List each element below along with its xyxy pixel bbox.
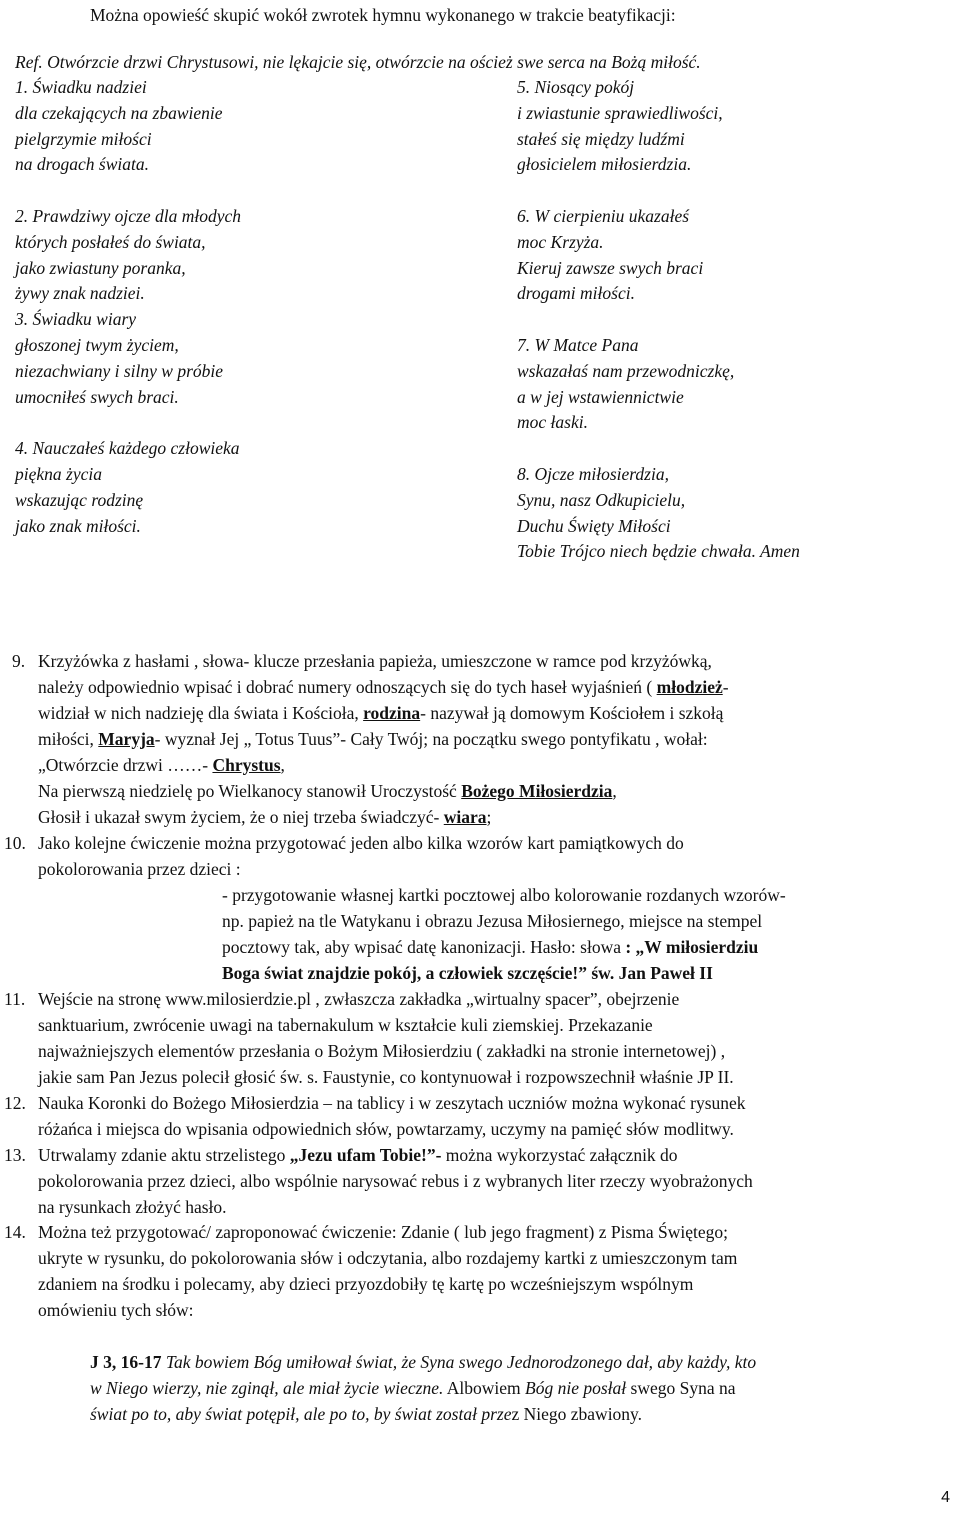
left-verse-line: żywy znak nadziei.	[15, 283, 145, 304]
quote-line1: J 3, 16-17 Tak bowiem Bóg umiłował świat, że Syna swego Jednorodzonego dał, aby każdy, kto	[90, 1352, 757, 1372]
right-column-verses	[517, 75, 800, 565]
item-number: 10.	[4, 833, 26, 853]
quote-line2: w Niego wierzy, nie zginął, ale miał życie wieczne. Albowiem Bóg nie posłał swego Syna na	[90, 1378, 736, 1398]
keyword-mlodziez: młodzież	[656, 677, 723, 697]
item10-line6: Boga świat znajdzie pokój, a człowiek szczęście!” św. Jan Paweł II	[222, 963, 713, 983]
right-verse-line: Duchu Święty Miłości	[517, 515, 671, 536]
right-verse-line: wskazałaś nam przewodniczkę,	[517, 360, 735, 381]
left-verse-line: dla czekających na zbawienie	[15, 102, 223, 123]
right-verse-line: Synu, nasz Odkupicielu,	[517, 489, 686, 510]
item-number: 9.	[12, 651, 26, 671]
left-verse-line	[15, 178, 241, 204]
left-verse-line: których posłałeś do świata,	[15, 231, 206, 252]
quote-line3: świat po to, aby świat potępił, ale po to, by świat został przez Niego zbawiony.	[90, 1404, 643, 1424]
keyword-rodzina: rodzina	[363, 703, 421, 723]
right-verse-line: 6. W cierpieniu ukazałeś	[517, 205, 690, 226]
left-verse-line: 3. Świadku wiary	[15, 309, 137, 330]
item12-line2: różańca i miejsca do wpisania odpowiednich słów, powtarzamy, uczymy na pamięć słów modlitwy.	[38, 1119, 734, 1139]
item14-line1: Można też przygotować/ zaproponować ćwiczenie: Zdanie ( lub jego fragment) z Pisma Świętego;	[38, 1222, 729, 1242]
left-verse-line: wskazując rodzinę	[15, 489, 144, 510]
right-verse-line: drogami miłości.	[517, 283, 635, 304]
left-verse-line: 2. Prawdziwy ojcze dla młodych	[15, 205, 242, 226]
item9-line4: miłości, Maryja- wyznał Jej „ Totus Tuus”- Cały Twój; na początku swego pontyfikatu , wołał:	[38, 729, 708, 749]
item10-line5: pocztowy tak, aby wpisać datę kanonizacji. Hasło: słowa : „W miłosierdziu	[222, 937, 759, 957]
right-verse-line	[517, 307, 800, 333]
right-verse-line: 8. Ojcze miłosierdzia,	[517, 463, 669, 484]
item9-line1: Krzyżówka z hasłami , słowa- klucze przesłania papieża, umieszczone w ramce pod krzyżówką,	[38, 651, 712, 671]
left-verse-line: 4. Nauczałeś każdego człowieka	[15, 438, 240, 459]
left-verse-line: pielgrzymie miłości	[15, 128, 152, 149]
item11-line1: Wejście na stronę www.milosierdzie.pl , zwłaszcza zakładka „wirtualny spacer”, obejrzenie	[38, 989, 680, 1009]
keyword-bozego-milosierdzia: Bożego Miłosierdzia	[461, 781, 613, 801]
right-verse-line: moc łaski.	[517, 412, 588, 433]
page-number: 4	[941, 1489, 950, 1506]
keyword-wiara: wiara	[443, 807, 487, 827]
item9-line7: Głosił i ukazał swym życiem, że o niej trzeba świadczyć- wiara;	[38, 807, 492, 827]
right-verse-line: i zwiastunie sprawiedliwości,	[517, 102, 723, 123]
right-verse-line: Tobie Trójco niech będzie chwała. Amen	[517, 541, 800, 562]
left-verse-line	[15, 410, 241, 436]
left-verse-line: jako zwiastuny poranka,	[15, 257, 186, 278]
item14-line4: omówieniu tych słów:	[38, 1300, 194, 1320]
item-number: 11.	[4, 989, 26, 1009]
right-verse-line: moc Krzyża.	[517, 231, 604, 252]
left-verse-line: piękna życia	[15, 463, 102, 484]
left-verse-line: na drogach świata.	[15, 154, 150, 175]
right-verse-line: 5. Niosący pokój	[517, 77, 635, 97]
keyword-chrystus: Chrystus	[212, 755, 281, 775]
left-verse-line: umocniłeś swych braci.	[15, 386, 179, 407]
left-verse-line: głoszonej twym życiem,	[15, 334, 179, 355]
right-verse-line	[517, 436, 800, 462]
item10-line3: - przygotowanie własnej kartki pocztowej albo kolorowanie rozdanych wzorów-	[222, 885, 786, 905]
item11-line3: najważniejszych elementów przesłania o Bożym Miłosierdziu ( zakładki na stronie internetowej) ,	[38, 1041, 726, 1061]
right-verse-line: głosicielem miłosierdzia.	[517, 154, 692, 175]
right-verse-line: Kieruj zawsze swych braci	[517, 257, 704, 278]
item12-line1: Nauka Koronki do Bożego Miłosierdzia – na tablicy i w zeszytach uczniów można wykonać rysunek	[38, 1093, 746, 1113]
item13-line3: na rysunkach złożyć hasło.	[38, 1197, 227, 1217]
left-verse-line: jako znak miłości.	[15, 515, 141, 536]
item-number: 13.	[4, 1145, 26, 1165]
item10-line1: Jako kolejne ćwiczenie można przygotować jeden albo kilka wzorów kart pamiątkowych do	[38, 833, 684, 853]
item11-line4: jakie sam Pan Jezus polecił głosić św. s. Faustynie, co kontynuował i rozpowszechnił właśnie JP II.	[38, 1067, 734, 1087]
item13-line1: Utrwalamy zdanie aktu strzelistego „Jezu ufam Tobie!”- można wykorzystać załącznik do	[38, 1145, 678, 1165]
left-verse-line: 1. Świadku nadziei	[15, 77, 147, 97]
right-verse-line: a w jej wstawiennictwie	[517, 386, 684, 407]
item11-line2: sanktuarium, zwrócenie uwagi na tabernakulum w kształcie kuli ziemskiej. Przekazanie	[38, 1015, 653, 1035]
item13-line2: pokolorowania przez dzieci, albo wspólnie narysować rebus i z wybranych liter rzeczy wyobrażonych	[38, 1171, 753, 1191]
item10-line2: pokolorowania przez dzieci :	[38, 859, 241, 879]
item14-line3: zdaniem na środku i polecamy, aby dzieci przyozdobiły tę kartę po wcześniejszym wspólnym	[38, 1274, 694, 1294]
item9-line2: należy odpowiednio wpisać i dobrać numery odnoszących się do tych haseł wyjaśnień ( młodzież-	[38, 677, 729, 697]
item9-line5: „Otwórzcie drzwi ……- Chrystus,	[38, 755, 285, 775]
keyword-maryja: Maryja	[98, 729, 155, 749]
right-verse-line	[517, 178, 800, 204]
right-verse-line: 7. W Matce Pana	[517, 334, 639, 355]
right-verse-line: stałeś się między ludźmi	[517, 128, 685, 149]
intro-text: Można opowieść skupić wokół zwrotek hymnu wykonanego w trakcie beatyfikacji:	[90, 5, 676, 25]
item-number: 12.	[4, 1093, 26, 1113]
item9-line6: Na pierwszą niedzielę po Wielkanocy stanowił Uroczystość Bożego Miłosierdzia,	[38, 781, 617, 801]
item14-line2: ukryte w rysunku, do pokolorowania słów i odczytania, albo rozdajemy kartki z umieszczonym tam	[38, 1248, 738, 1268]
quote-reference: J 3, 16-17	[90, 1352, 162, 1372]
left-column-verses	[15, 75, 241, 539]
left-verse-line: niezachwiany i silny w próbie	[15, 360, 224, 381]
item9-line3: widział w nich nadzieję dla świata i Kościoła, rodzina- nazywał ją domowym Kościołem i szkołą	[38, 703, 724, 723]
scripture-quote	[90, 1349, 756, 1427]
item-number: 14.	[4, 1222, 26, 1242]
refrain-text: Ref. Otwórzcie drzwi Chrystusowi, nie lękajcie się, otwórzcie na oścież swe serca na Bożą miłość.	[15, 52, 701, 72]
item10-line4: np. papież na tle Watykanu i obrazu Jezusa Miłosiernego, miejsce na stempel	[222, 911, 763, 931]
